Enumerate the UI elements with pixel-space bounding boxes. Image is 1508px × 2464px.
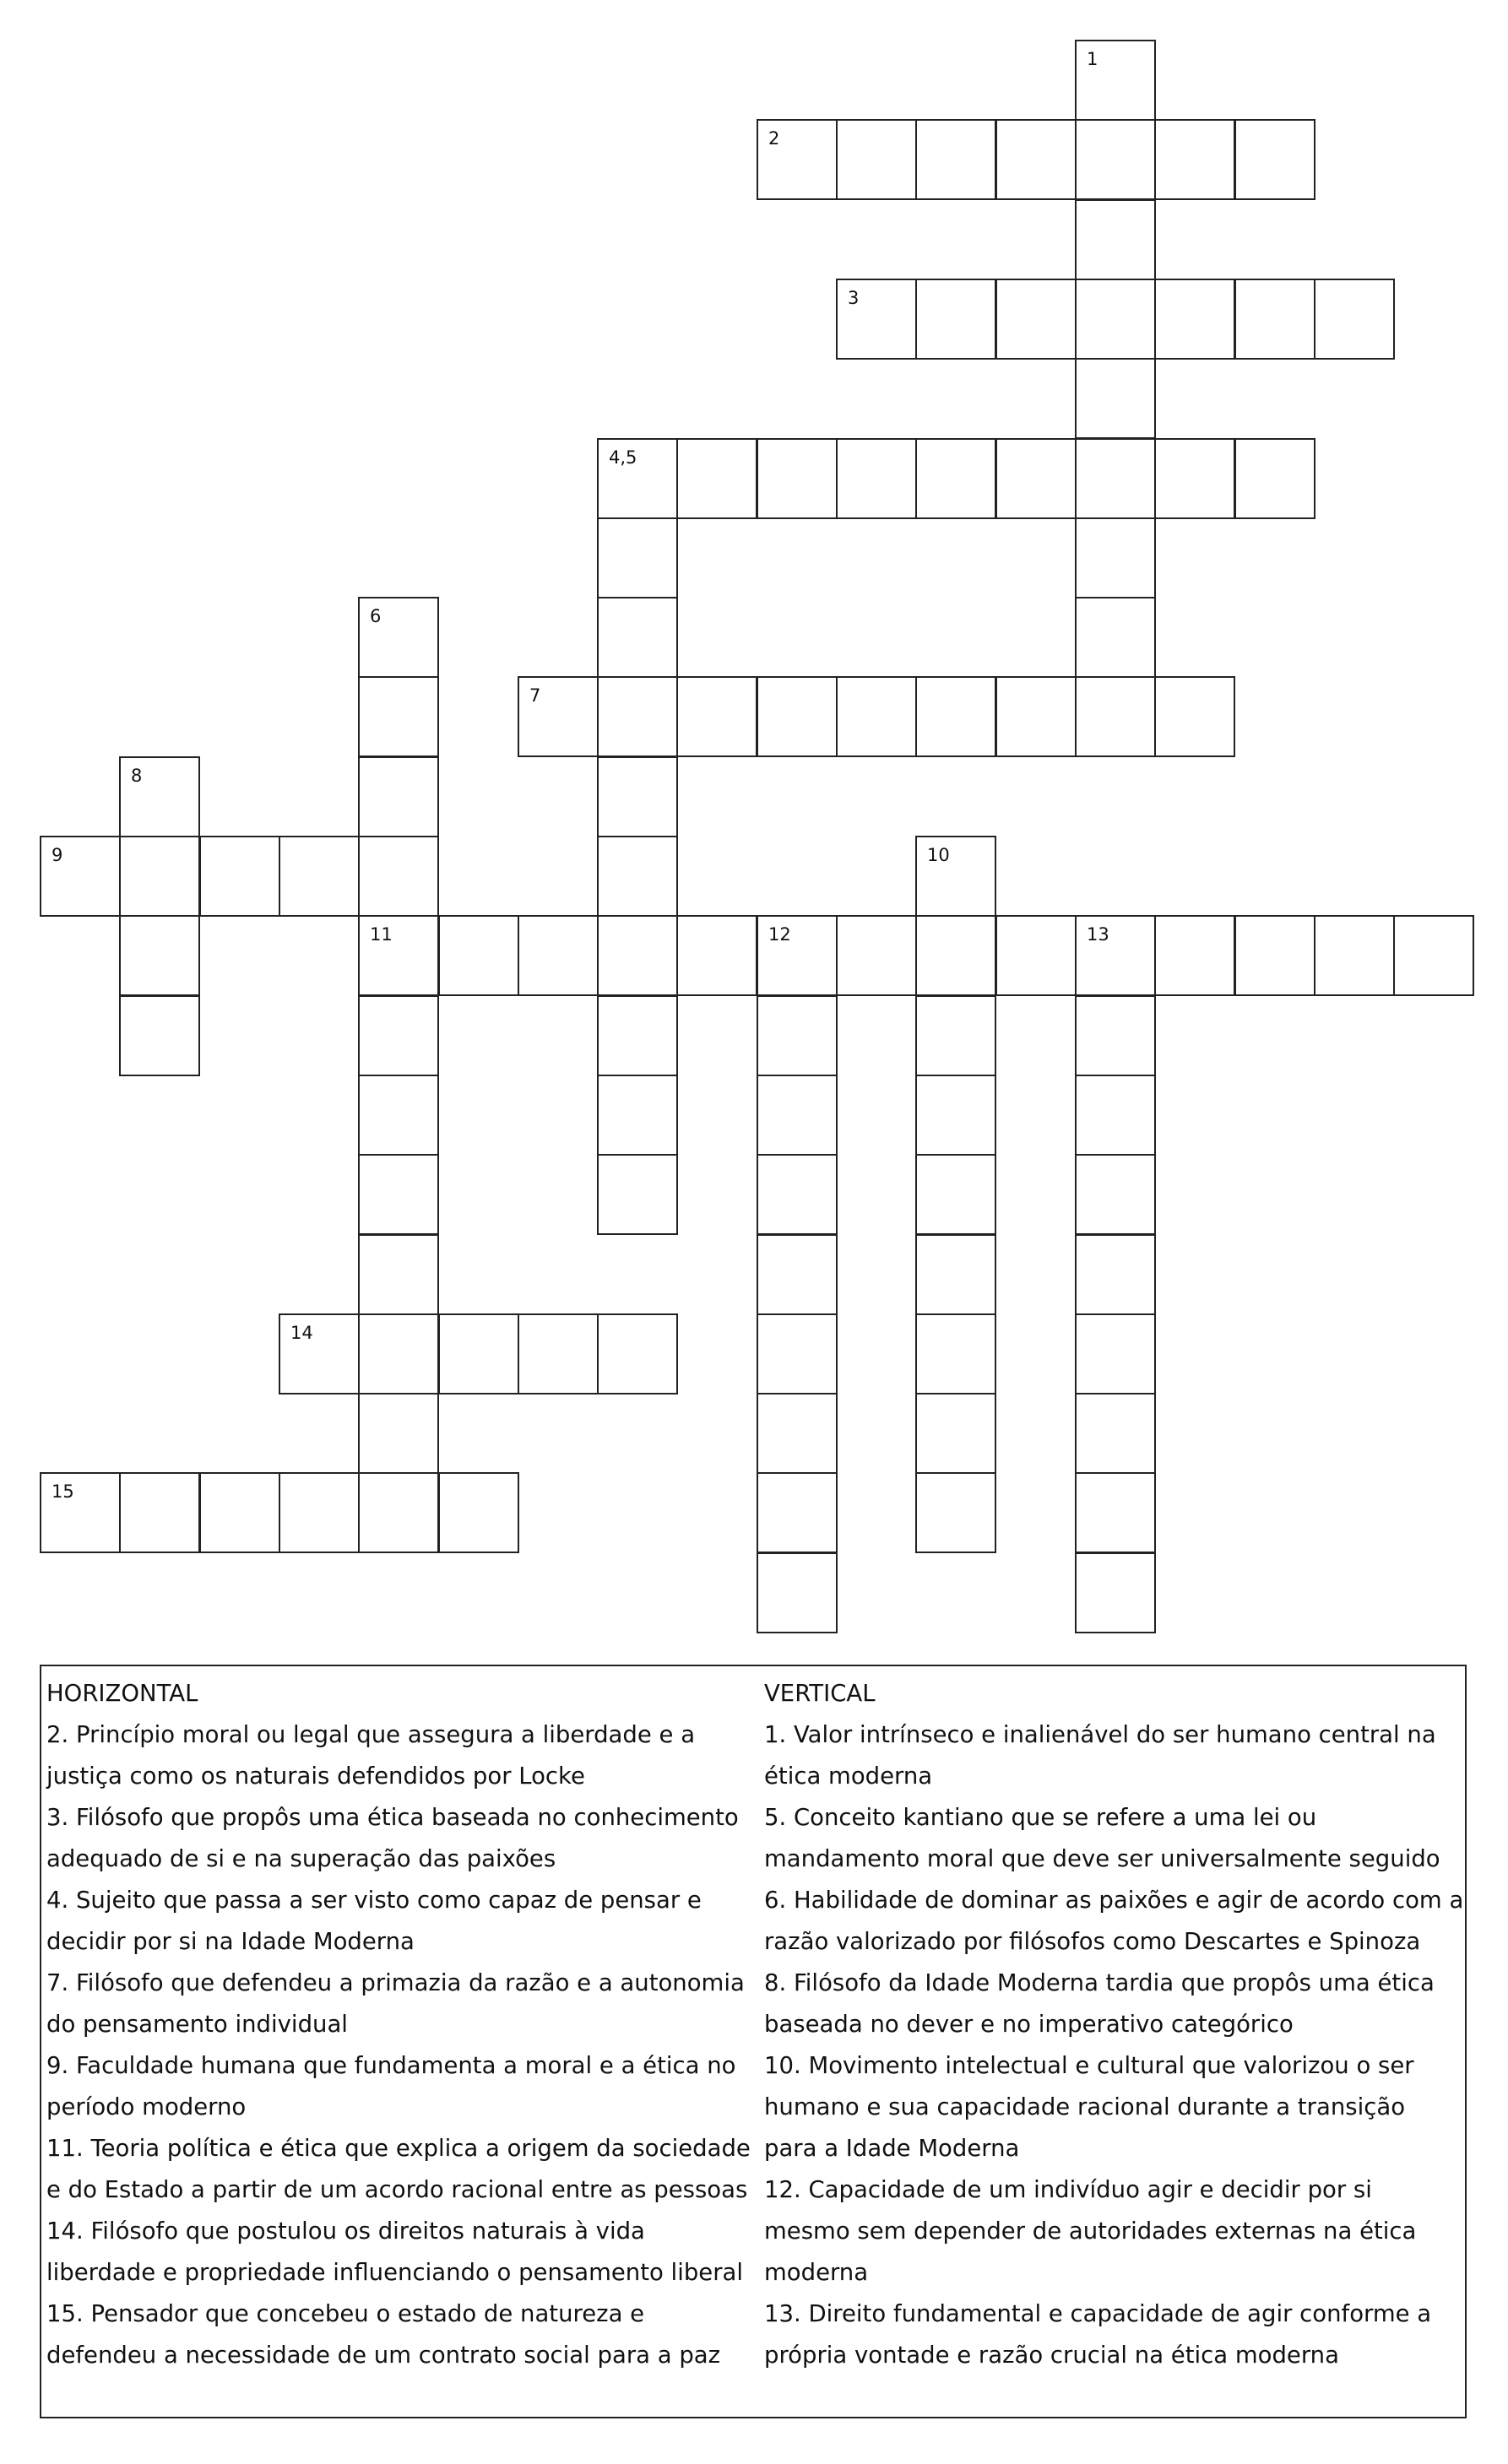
grid-cell[interactable] <box>597 676 678 757</box>
clue-v12: 12. Capacidade de um indivíduo agir e decidir por si mesmo sem depender de autoridades externas na ética moderna <box>764 2176 1417 2286</box>
grid-cell[interactable] <box>757 995 838 1076</box>
grid-cell[interactable] <box>915 438 996 519</box>
grid-cell[interactable] <box>199 836 280 917</box>
grid-cell[interactable] <box>1075 1393 1156 1474</box>
grid-cell[interactable] <box>279 1472 360 1553</box>
grid-cell[interactable] <box>995 676 1077 757</box>
grid-cell[interactable] <box>1234 438 1315 519</box>
grid-cell[interactable] <box>1075 1234 1156 1315</box>
grid-cell[interactable] <box>676 676 757 757</box>
grid-cell[interactable] <box>40 1472 121 1553</box>
grid-cell[interactable] <box>757 1393 838 1474</box>
clue-number: 7 <box>529 685 541 706</box>
clue-number: 13 <box>1087 924 1109 945</box>
grid-cell[interactable] <box>757 438 838 519</box>
grid-cell[interactable] <box>358 756 439 837</box>
grid-cell[interactable] <box>757 1552 838 1633</box>
grid-cell[interactable] <box>836 438 917 519</box>
grid-cell[interactable] <box>119 915 200 996</box>
grid-cell[interactable] <box>836 915 917 996</box>
grid-cell[interactable] <box>518 1313 599 1394</box>
grid-cell[interactable] <box>1393 915 1474 996</box>
grid-cell[interactable] <box>358 597 439 678</box>
clue-number: 2 <box>768 128 780 149</box>
grid-cell[interactable] <box>438 1313 519 1394</box>
grid-cell[interactable] <box>915 1075 996 1156</box>
grid-cell[interactable] <box>757 1234 838 1315</box>
grid-cell[interactable] <box>1075 119 1156 200</box>
grid-cell[interactable] <box>915 676 996 757</box>
grid-cell[interactable] <box>358 915 439 996</box>
grid-cell[interactable] <box>915 1472 996 1553</box>
grid-cell[interactable] <box>1154 915 1235 996</box>
grid-cell[interactable] <box>597 915 678 996</box>
grid-cell[interactable] <box>518 676 599 757</box>
grid-cell[interactable] <box>1234 119 1315 200</box>
grid-cell[interactable] <box>915 836 996 917</box>
clues-box <box>40 1665 1467 2418</box>
clue-h14: 14. Filósofo que postulou os direitos naturais à vida liberdade e propriedade influenciando o pensamento liberal <box>46 2218 744 2286</box>
clue-number: 12 <box>768 924 791 945</box>
grid-cell[interactable] <box>199 1472 280 1553</box>
grid-cell[interactable] <box>358 1313 439 1394</box>
grid-cell[interactable] <box>597 756 678 837</box>
grid-cell[interactable] <box>358 1075 439 1156</box>
grid-cell[interactable] <box>597 517 678 598</box>
grid-cell[interactable] <box>1314 915 1395 996</box>
grid-cell[interactable] <box>1075 1472 1156 1553</box>
grid-cell[interactable] <box>1075 40 1156 121</box>
clue-h15: 15. Pensador que concebeu o estado de natureza e defendeu a necessidade de um contrato social para a paz <box>46 2300 721 2369</box>
grid-cell[interactable] <box>757 119 838 200</box>
grid-cell[interactable] <box>915 1313 996 1394</box>
grid-cell[interactable] <box>358 1393 439 1474</box>
grid-cell[interactable] <box>1075 1552 1156 1633</box>
grid-cell[interactable] <box>518 915 599 996</box>
horizontal-clues <box>46 1673 756 2376</box>
grid-cell[interactable] <box>757 1472 838 1553</box>
clue-h3: 3. Filósofo que propôs uma ética baseada no conhecimento adequado de si e na superação das paixões <box>46 1804 739 1872</box>
clue-number: 15 <box>52 1481 74 1502</box>
clue-number: 10 <box>927 845 950 865</box>
grid-cell[interactable] <box>597 995 678 1076</box>
grid-cell[interactable] <box>995 119 1077 200</box>
clue-v1: 1. Valor intrínseco e inalienável do ser humano central na ética moderna <box>764 1721 1436 1790</box>
grid-cell[interactable] <box>119 836 200 917</box>
grid-cell[interactable] <box>358 1234 439 1315</box>
grid-cell[interactable] <box>757 1075 838 1156</box>
grid-cell[interactable] <box>438 1472 519 1553</box>
grid-cell[interactable] <box>757 676 838 757</box>
grid-cell[interactable] <box>597 1075 678 1156</box>
vertical-heading: VERTICAL <box>764 1680 876 1707</box>
clue-h7: 7. Filósofo que defendeu a primazia da razão e a autonomia do pensamento individual <box>46 1969 745 2038</box>
grid-cell[interactable] <box>597 597 678 678</box>
grid-cell[interactable] <box>1075 279 1156 360</box>
grid-cell[interactable] <box>1075 1154 1156 1235</box>
grid-cell[interactable] <box>119 1472 200 1553</box>
grid-cell[interactable] <box>1075 1075 1156 1156</box>
grid-cell[interactable] <box>1154 119 1235 200</box>
grid-cell[interactable] <box>358 995 439 1076</box>
grid-cell[interactable] <box>1075 915 1156 996</box>
grid-cell[interactable] <box>358 1154 439 1235</box>
clue-number: 1 <box>1087 49 1098 69</box>
clue-number: 3 <box>848 288 860 308</box>
clue-number: 4,5 <box>609 447 637 468</box>
grid-cell[interactable] <box>597 438 678 519</box>
clue-number: 11 <box>370 924 393 945</box>
grid-cell[interactable] <box>119 756 200 837</box>
clue-h9: 9. Faculdade humana que fundamenta a moral e a ética no período moderno <box>46 2052 736 2120</box>
clue-v5: 5. Conceito kantiano que se refere a uma lei ou mandamento moral que deve ser universalmente seguido <box>764 1804 1440 1872</box>
clue-number: 9 <box>52 845 63 865</box>
grid-cell[interactable] <box>757 1313 838 1394</box>
grid-cell[interactable] <box>119 995 200 1076</box>
clue-v8: 8. Filósofo da Idade Moderna tardia que propôs uma ética baseada no dever e no imperativo categórico <box>764 1969 1435 2038</box>
grid-cell[interactable] <box>597 1313 678 1394</box>
grid-cell[interactable] <box>915 1393 996 1474</box>
clue-h11: 11. Teoria política e ética que explica a origem da sociedade e do Estado a partir de um acordo racional entre as pessoas <box>46 2135 751 2203</box>
grid-cell[interactable] <box>1075 438 1156 519</box>
grid-cell[interactable] <box>1075 995 1156 1076</box>
clue-v10: 10. Movimento intelectual e cultural que valorizou o ser humano e sua capacidade racional durante a transição para a Idade Moderna <box>764 2052 1414 2162</box>
grid-cell[interactable] <box>995 438 1077 519</box>
grid-cell[interactable] <box>1314 279 1395 360</box>
grid-cell[interactable] <box>915 915 996 996</box>
grid-cell[interactable] <box>1075 517 1156 598</box>
grid-cell[interactable] <box>279 836 360 917</box>
grid-cell[interactable] <box>1075 1313 1156 1394</box>
horizontal-heading: HORIZONTAL <box>46 1680 198 1707</box>
grid-cell[interactable] <box>676 438 757 519</box>
grid-cell[interactable] <box>757 1154 838 1235</box>
clue-number: 14 <box>290 1323 313 1343</box>
grid-cell[interactable] <box>915 1154 996 1235</box>
grid-cell[interactable] <box>279 1313 360 1394</box>
grid-cell[interactable] <box>1154 676 1235 757</box>
grid-cell[interactable] <box>915 995 996 1076</box>
grid-cell[interactable] <box>358 676 439 757</box>
clue-number: 6 <box>370 606 382 626</box>
grid-cell[interactable] <box>358 836 439 917</box>
grid-cell[interactable] <box>358 1472 439 1553</box>
grid-cell[interactable] <box>438 915 519 996</box>
grid-cell[interactable] <box>597 836 678 917</box>
grid-cell[interactable] <box>1075 676 1156 757</box>
grid-cell[interactable] <box>1075 358 1156 439</box>
grid-cell[interactable] <box>836 279 917 360</box>
grid-cell[interactable] <box>836 676 917 757</box>
clue-h4: 4. Sujeito que passa a ser visto como capaz de pensar e decidir por si na Idade Moderna <box>46 1887 702 1955</box>
clue-v13: 13. Direito fundamental e capacidade de agir conforme a própria vontade e razão crucial na ética moderna <box>764 2300 1432 2369</box>
clue-number: 8 <box>131 766 143 786</box>
grid-cell[interactable] <box>915 119 996 200</box>
grid-cell[interactable] <box>915 279 996 360</box>
grid-cell[interactable] <box>676 915 757 996</box>
grid-cell[interactable] <box>836 119 917 200</box>
grid-cell[interactable] <box>1075 199 1156 280</box>
grid-cell[interactable] <box>757 915 838 996</box>
grid-cell[interactable] <box>1075 597 1156 678</box>
grid-cell[interactable] <box>995 279 1077 360</box>
clue-v6: 6. Habilidade de dominar as paixões e agir de acordo com a razão valorizado por filósofos como Descartes e Spinoza <box>764 1887 1464 1955</box>
grid-cell[interactable] <box>1154 279 1235 360</box>
grid-cell[interactable] <box>1154 438 1235 519</box>
grid-cell[interactable] <box>1234 915 1315 996</box>
grid-cell[interactable] <box>915 1234 996 1315</box>
grid-cell[interactable] <box>597 1154 678 1235</box>
grid-cell[interactable] <box>1234 279 1315 360</box>
vertical-clues <box>764 1673 1465 2376</box>
grid-cell[interactable] <box>40 836 121 917</box>
clue-h2: 2. Princípio moral ou legal que assegura a liberdade e a justiça como os naturais defendidos por Locke <box>46 1721 696 1790</box>
grid-cell[interactable] <box>995 915 1077 996</box>
